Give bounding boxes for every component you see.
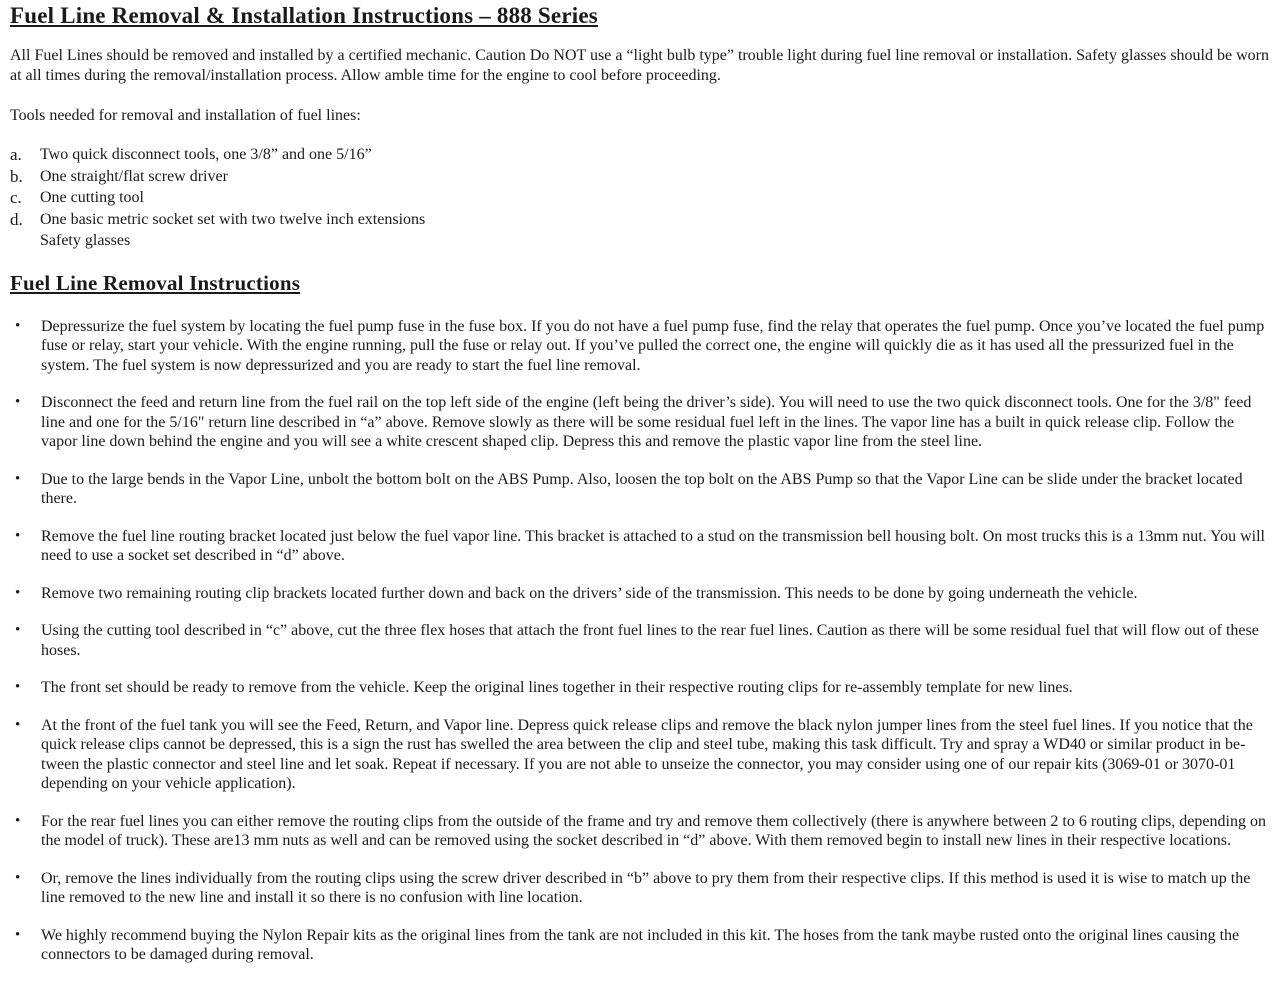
bullet-icon: • [15, 394, 21, 410]
bullet-text: Remove two remaining routing clip brackets located further down and back on the drivers’ side of the transmission. This needs to be done by going underneath the vehicle. [41, 584, 1138, 602]
section-title: Fuel Line Removal Instructions [10, 270, 301, 295]
bullet-item [10, 317, 1270, 376]
bullet-item [10, 869, 1270, 908]
tools-list [10, 144, 1270, 252]
bullet-text: Or, remove the lines individually from the routing clips using the screw driver described in “b” above to pry them from their respective clips. If this method is used it is wise to match up the line removed to the new line and install it so there is no confusion with line location. [41, 869, 1251, 906]
tool-marker-b: b. [10, 166, 23, 186]
bullet-icon: • [15, 584, 21, 601]
tool-item-b [10, 166, 1270, 188]
bullet-icon: • [15, 926, 21, 943]
page-title: Fuel Line Removal & Installation Instructions – 888 Series [10, 3, 598, 28]
bullet-text: Disconnect the feed and return line from the fuel rail on the top left side of the engine (left being the driver’s side). You will need to use the two quick disconnect tools. One for the 3/8" feed line and one for the 5/16" return line described in “a” above. Remove slowly as there will be some residual fuel left in the lines. The vapor line has a built in quick release clip. Follow the vapor line down behind the engine and you will see a white crescent shaped clip. Depress this and remove the plastic vapor line from the steel line. [41, 394, 1252, 450]
bullet-list [10, 317, 1270, 965]
tool-item-c [10, 187, 1270, 209]
bullet-item [10, 584, 1270, 604]
tool-item-d [10, 209, 1270, 252]
tool-text-d-line2: Safety glasses [40, 232, 131, 249]
tool-text-a: Two quick disconnect tools, one 3/8” and one 5/16” [40, 146, 372, 163]
bullet-item [10, 393, 1270, 452]
bullet-text: Using the cutting tool described in “c” above, cut the three flex hoses that attach the front fuel lines to the rear fuel lines. Caution as there will be some residual fuel that will flow out of these hoses. [41, 622, 1259, 659]
bullet-icon: • [15, 679, 21, 695]
tool-marker-c: c. [10, 188, 22, 207]
intro-paragraph: All Fuel Lines should be removed and installed by a certified mechanic. Caution Do NOT use a “light bulb type” trouble light during fuel line removal or installation. Safety glasses should be worn at all times during the removal/installation process. Allow amble time for the engine to cool before proceeding. [10, 47, 1269, 84]
tool-text-d [40, 209, 1270, 252]
tool-marker-a: a. [10, 145, 22, 164]
bullet-icon: • [15, 869, 21, 886]
bullet-text: Remove the fuel line routing bracket located just below the fuel vapor line. This bracket is attached to a stud on the transmission bell housing bolt. On most trucks this is a 13mm nut. You will need to use a socket set described in “d” above. [41, 527, 1265, 564]
bullet-item [10, 527, 1270, 566]
bullet-item [10, 812, 1270, 851]
bullet-item [10, 716, 1270, 794]
tool-marker-d: d. [10, 209, 23, 229]
bullet-item [10, 678, 1270, 698]
bullet-text: Due to the large bends in the Vapor Line, unbolt the bottom bolt on the ABS Pump. Also, loosen the top bolt on the ABS Pump so that the Vapor Line can be slide under the bracket located there. [41, 470, 1243, 507]
bullet-text: For the rear fuel lines you can either remove the routing clips from the outside of the frame and try and remove them collectively (there is anywhere between 2 to 6 routing clips, depending on the model of truck). These are13 mm nuts as well and can be removed using the socket described in “d” above. With them removed begin to install new lines in their respective locations. [41, 812, 1266, 849]
bullet-text: We highly recommend buying the Nylon Repair kits as the original lines from the tank are not included in this kit. The hoses from the tank maybe rusted onto the original lines causing the connectors to be damaged during removal. [41, 926, 1240, 963]
tool-text-d-line1: One basic metric socket set with two twelve inch extensions [40, 210, 426, 228]
bullet-icon: • [15, 470, 21, 487]
bullet-text: The front set should be ready to remove from the vehicle. Keep the original lines together in their respective routing clips for re-assembly template for new lines. [41, 679, 1073, 696]
tool-text-b: One straight/flat screw driver [40, 167, 228, 185]
bullet-icon: • [15, 812, 21, 829]
bullet-text: Depressurize the fuel system by locating the fuel pump fuse in the fuse box. If you do not have a fuel pump fuse, find the relay that operates the fuel pump. Once you’ve located the fuel pump fuse or relay, start your vehicle. With the engine running, pull the fuse or relay out. If you’ve pulled the correct one, the engine will quickly die as it has used all the pressurized fuel in the system. The fuel system is now depressurized and you are ready to start the fuel line removal. [41, 317, 1265, 374]
bullet-icon: • [15, 527, 21, 544]
tool-item-a [10, 144, 1270, 166]
tool-text-c: One cutting tool [40, 189, 144, 206]
bullet-item [10, 926, 1270, 965]
bullet-icon: • [15, 716, 21, 733]
bullet-text: At the front of the fuel tank you will see the Feed, Return, and Vapor line. Depress quick release clips and remove the black nylon jumper lines from the steel fuel lines. If you notice that the quick release clips cannot be depressed, this is a sign the rust has swelled the area between the clip and steel tube, making this task difficult. Try and spray a WD40 or similar product in be-tween the plastic connector and steel line and let soak. Repeat if necessary. If you are not able to unseize the connector, you may consider using one of our repair kits (3069-01 or 3070-01 depending on your vehicle application). [41, 716, 1253, 792]
tools-needed-label: Tools needed for removal and installation of fuel lines: [10, 107, 361, 124]
bullet-icon: • [15, 622, 21, 638]
bullet-icon: • [15, 317, 21, 334]
bullet-item [10, 621, 1270, 660]
bullet-item [10, 470, 1270, 509]
